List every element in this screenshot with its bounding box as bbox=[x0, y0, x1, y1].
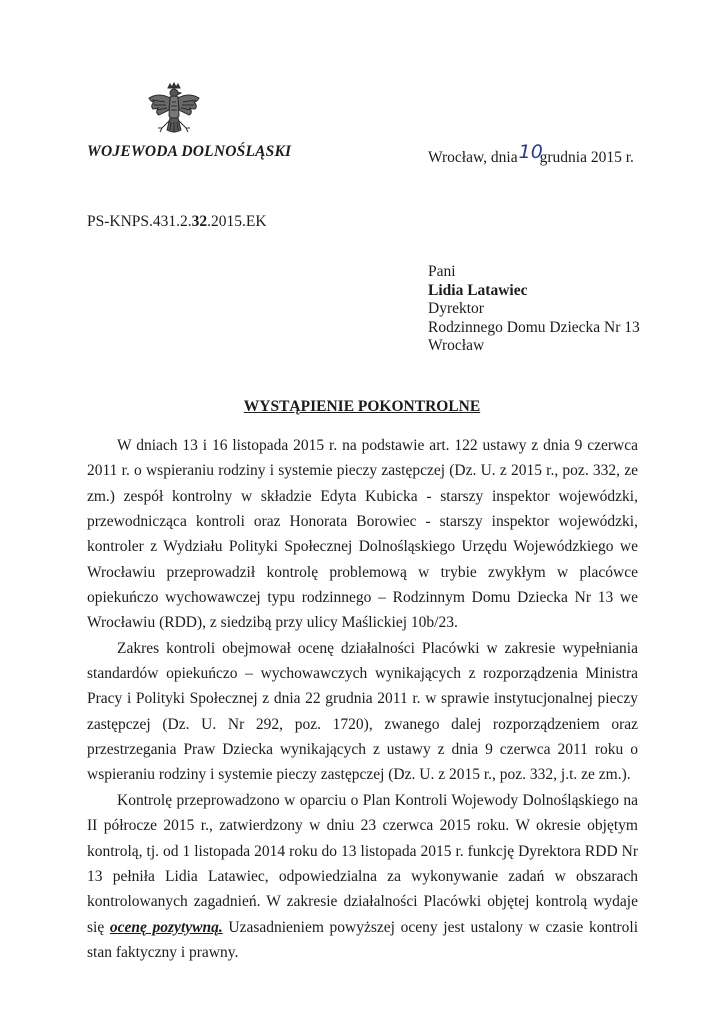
date-month-year: grudnia 2015 r. bbox=[539, 149, 634, 166]
issuer-name: WOJEWODA DOLNOŚLĄSKI bbox=[87, 143, 292, 160]
assessment-result: ocenę pozytywną. bbox=[109, 918, 223, 936]
paragraph-3-conclusion: Uzasadnieniem powyższej oceny jest ustalony w czasie kontroli stan faktyczny i prawny. bbox=[87, 918, 639, 961]
reference-suffix: .2015.EK bbox=[207, 213, 267, 230]
polish-eagle-emblem-icon bbox=[145, 82, 203, 146]
reference-number bbox=[87, 213, 267, 231]
body-paragraph-2: Zakres kontroli obejmował ocenę działalności Placówki w zakresie wypełniania standardów opiekuńczo – wychowawczych wynikających z rozporządzenia Ministra Pracy i Polityki Społecznej z dnia 22 grudnia 2011 r. w sprawie instytucjonalnej pieczy zastępczej (Dz. U. Nr 292, poz. 1720), zwanego dalej rozporządzeniem oraz przestrzegania Praw Dziecka wynikających z ustawy z dnia 9 czerwca 2011 roku o wspieraniu rodziny i systemie pieczy zastępczej (Dz. U. z 2015 r., poz. 332, j.t. ze zm.). bbox=[87, 639, 638, 784]
letter-body bbox=[87, 433, 638, 965]
recipient-position: Dyrektor bbox=[428, 300, 484, 318]
body-paragraph-1: W dniach 13 i 16 listopada 2015 r. na podstawie art. 122 ustawy z dnia 9 czerwca 2011 r. o wspieraniu rodziny i systemie pieczy zastępczej (Dz. U. z 2015 r., poz. 332, ze zm.) zespół kontrolny w składzie Edyta Kubicka - starszy inspektor wojewódzki, przewodnicząca kontroli oraz Honorata Borowiec - starszy inspektor wojewódzki, kontroler z Wydziału Polityki Społecznej Dolnośląskiego Urzędu Wojewódzkiego we Wrocławiu przeprowadził kontrolę problemową w trybie zwykłym w placówce opiekuńczo wychowawczej typu rodzinnego – Rodzinnym Domu Dziecka Nr 13 we Wrocławiu (RDD), z siedzibą przy ulicy Maślickiej 10b/23. bbox=[87, 437, 638, 632]
recipient-institution: Rodzinnego Domu Dziecka Nr 13 bbox=[428, 318, 640, 336]
reference-prefix: PS-KNPS.431.2. bbox=[87, 213, 192, 230]
handwritten-day: 10 bbox=[518, 141, 543, 163]
paragraph-3-text: Kontrolę przeprowadzono w oparciu o Plan Kontroli Wojewody Dolnośląskiego na II półrocze 2015 r., zatwierdzony w dniu 23 czerwca 2015 roku. W okresie objętym kontrolą, tj. od 1 listopada 2014 roku do 13 listopada 2015 r. funkcję Dyrektora RDD Nr 13 pełniła Lidia Latawiec, odpowiedzialna za wykonywanie zadań w obszarach kontrolowanych zagadnień. W zakresie działalności Placówki objętej kontrolą wydaje się bbox=[87, 791, 638, 936]
recipient-city: Wrocław bbox=[428, 337, 485, 355]
recipient-salutation: Pani bbox=[428, 263, 456, 280]
recipient-name: Lidia Latawiec bbox=[428, 281, 528, 299]
place-and-date bbox=[428, 141, 634, 167]
reference-bold-number: 32 bbox=[191, 213, 208, 230]
place-prefix: Wrocław, dnia bbox=[428, 149, 518, 166]
body-paragraph-3 bbox=[87, 788, 638, 965]
document-title: WYSTĄPIENIE POKONTROLNE bbox=[243, 398, 481, 415]
recipient-block bbox=[428, 263, 640, 356]
